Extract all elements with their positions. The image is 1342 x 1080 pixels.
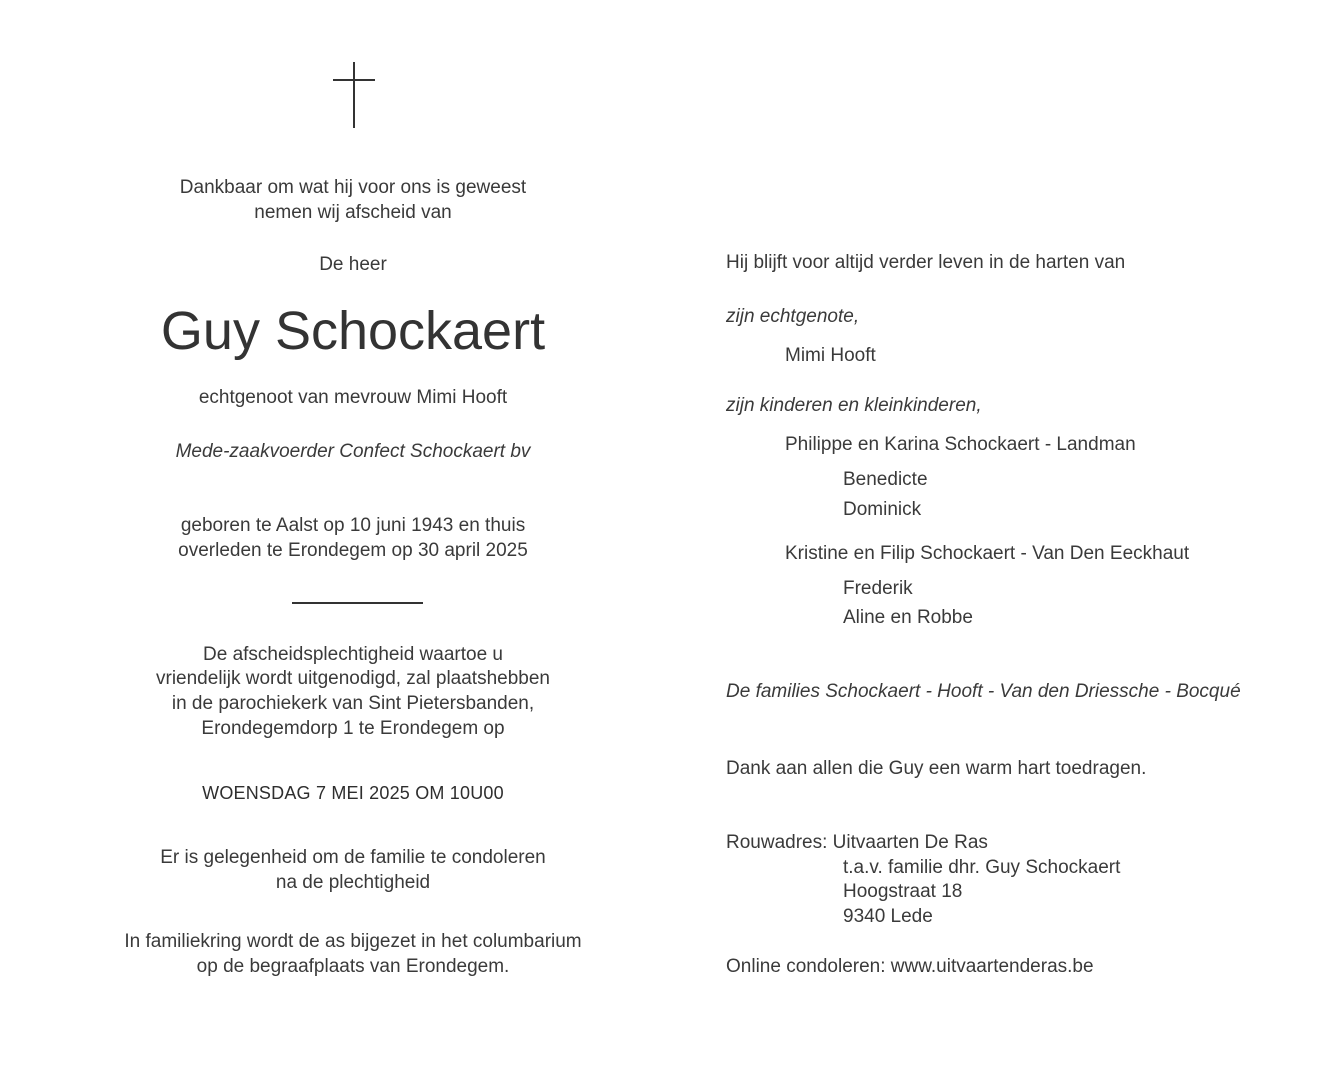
birth-line: geboren te Aalst op 10 juni 1943 en thuis [180,515,526,536]
address-line-1: t.a.v. familie dhr. Guy Schockaert [843,857,1121,878]
child-2: Kristine en Filip Schockaert - Van Den Eeckhaut [785,543,1190,564]
ceremony-line-2: vriendelijk wordt uitgenodigd, zal plaatshebben [156,668,550,689]
grandchild-4: Aline en Robbe [843,607,973,628]
spouse-heading: zijn echtgenote, [726,306,860,327]
child-1: Philippe en Karina Schockaert - Landman [785,434,1136,455]
spouse-line: echtgenoot van mevrouw Mimi Hooft [198,387,508,408]
ceremony-line-3: in de parochiekerk van Sint Pietersbanden, [171,693,535,714]
condolence-line-1: Er is gelegenheid om de familie te condoleren [160,847,546,868]
right-intro: Hij blijft voor altijd verder leven in de harten van [726,252,1126,273]
online-condolence: Online condoleren: www.uitvaartenderas.be [726,956,1094,977]
divider [292,602,423,604]
death-line: overleden te Erondegem op 30 april 2025 [178,540,528,561]
intro-line-2: nemen wij afscheid van [254,202,452,223]
deceased-name: Guy Schockaert [160,301,546,361]
families: De families Schockaert - Hooft - Van den Driessche - Bocqué [726,681,1241,702]
thanks: Dank aan allen die Guy een warm hart toedragen. [726,758,1147,779]
condolence-line-2: na de plechtigheid [275,872,431,893]
burial-line-1: In familiekring wordt de as bijgezet in het columbarium [124,931,582,952]
ceremony-line-1: De afscheidsplechtigheid waartoe u [203,644,503,665]
ceremony-date-time: WOENSDAG 7 MEI 2025 OM 10U00 [202,783,504,803]
salutation: De heer [319,254,387,275]
address-line-2: Hoogstraat 18 [843,881,963,902]
burial-line-2: op de begraafplaats van Erondegem. [196,956,510,977]
grandchild-1: Benedicte [843,469,928,490]
intro-line-1: Dankbaar om wat hij voor ons is geweest [179,177,527,198]
grandchild-3: Frederik [843,578,913,599]
cross-icon [333,62,375,128]
occupation: Mede-zaakvoerder Confect Schockaert bv [175,441,531,462]
ceremony-line-4: Erondegemdorp 1 te Erondegem op [201,718,505,739]
grandchild-2: Dominick [843,499,922,520]
children-heading: zijn kinderen en kleinkinderen, [726,395,982,416]
address-label: Rouwadres: Uitvaarten De Ras [726,832,988,853]
spouse-name: Mimi Hooft [785,345,876,366]
address-line-3: 9340 Lede [843,906,933,927]
